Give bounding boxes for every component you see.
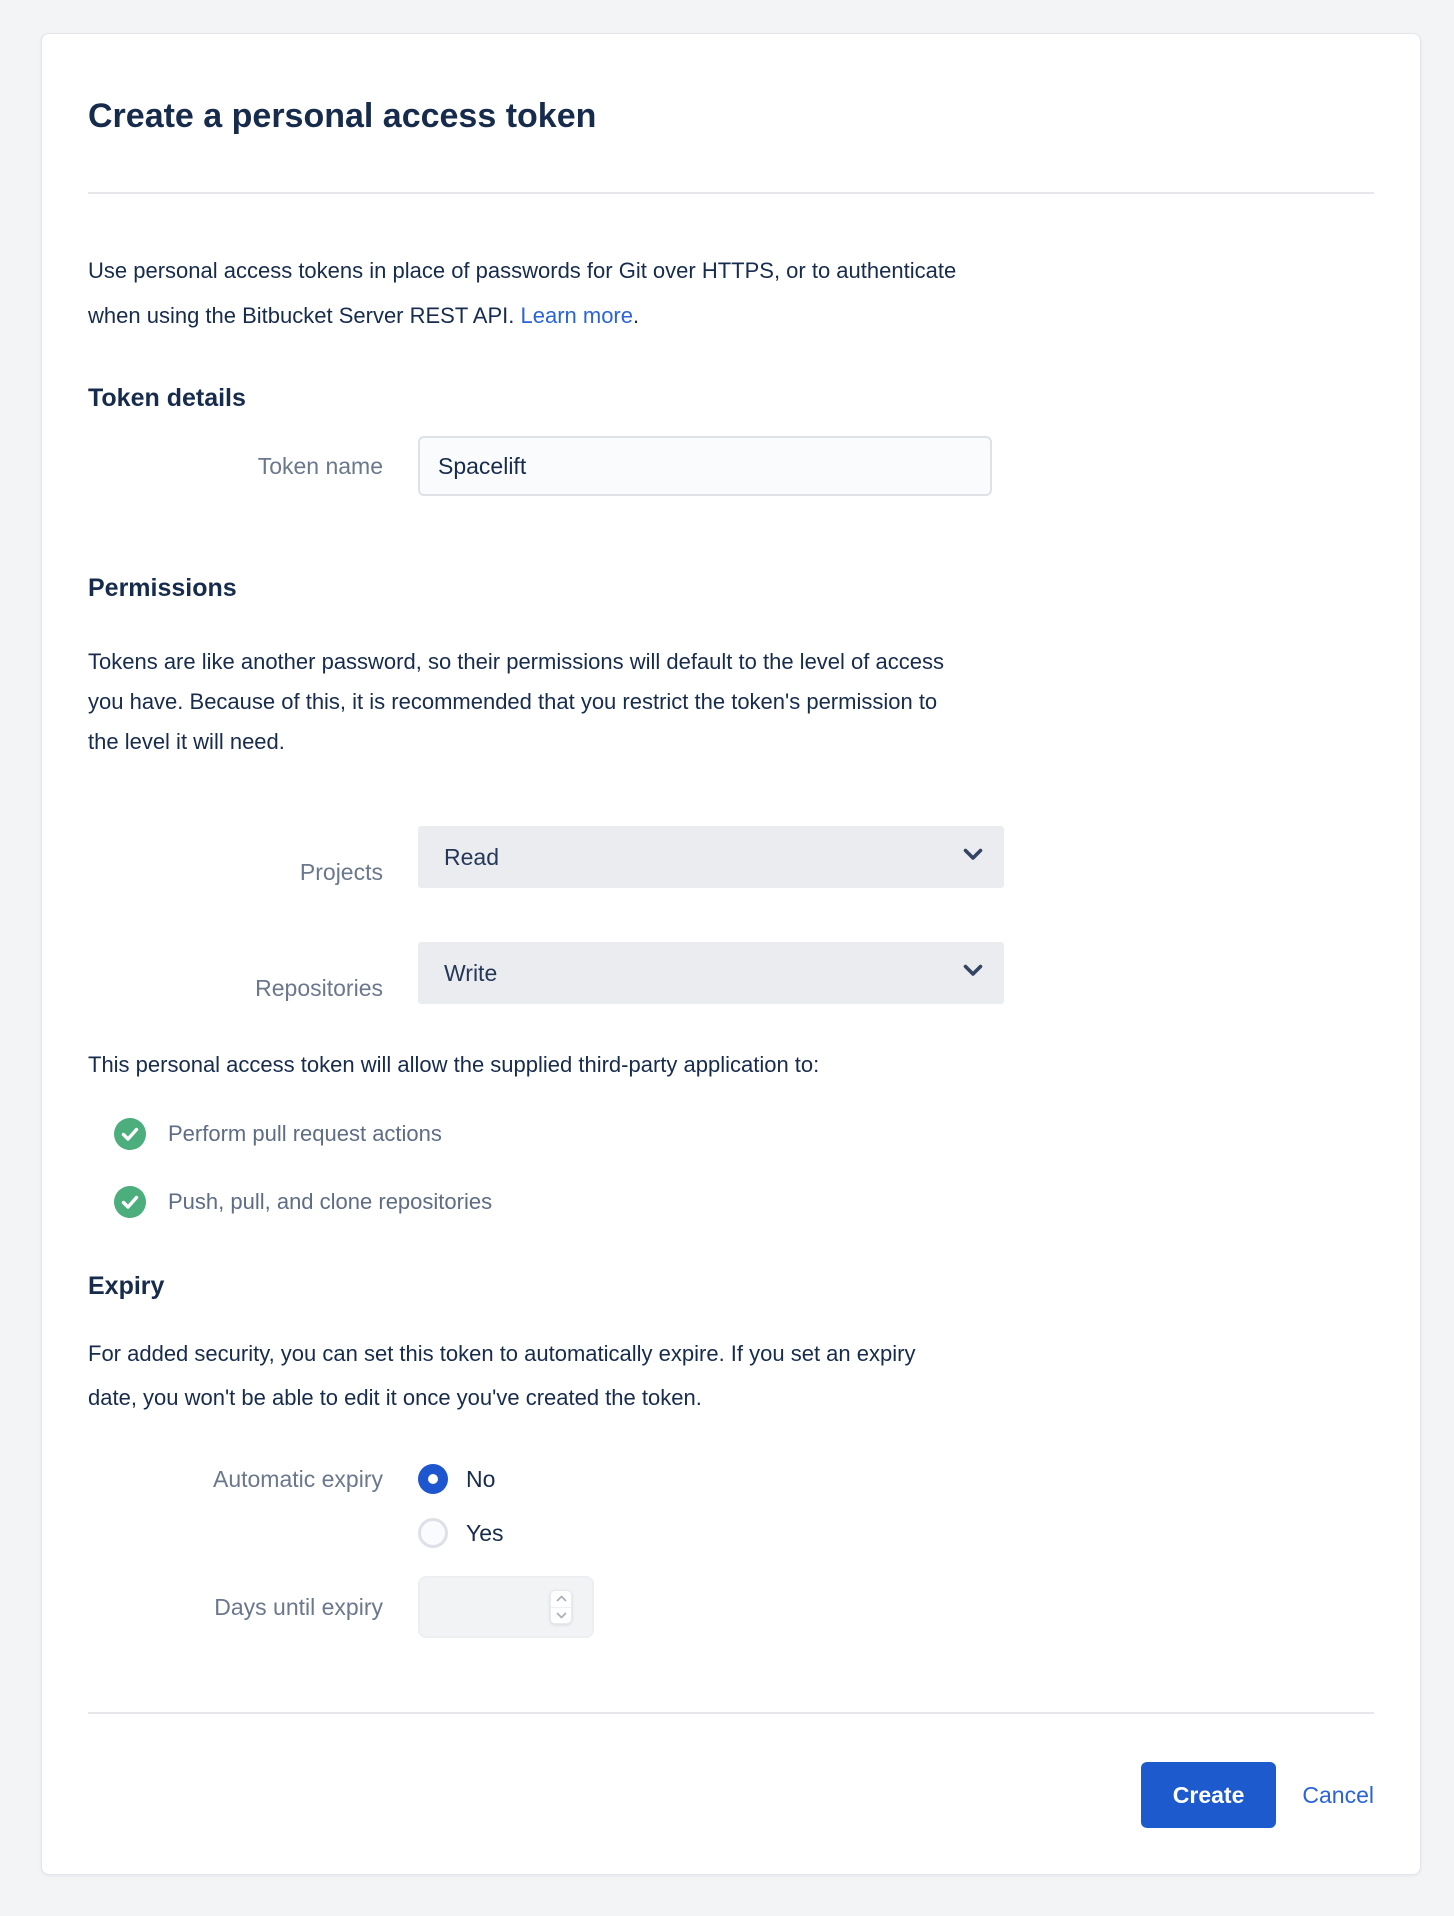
list-item: [88, 1118, 1374, 1150]
expiry-heading: Expiry: [88, 1272, 165, 1300]
projects-label: Projects: [299, 859, 383, 885]
repositories-permission-row: [88, 942, 1374, 1004]
expiry-description: [88, 1332, 1374, 1420]
intro-line-2-text: when using the Bitbucket Server REST API.: [88, 303, 521, 328]
list-item: [88, 1186, 1374, 1218]
token-name-row: [88, 436, 1374, 496]
cancel-link[interactable]: Cancel: [1302, 1781, 1374, 1808]
radio-dot: [428, 1474, 438, 1484]
automatic-expiry-radio-group: [418, 1464, 504, 1548]
days-until-expiry-row: [88, 1576, 1374, 1638]
intro-line-1: Use personal access tokens in place of passwords for Git over HTTPS, or to authenticate: [88, 258, 957, 283]
intro-line-2: [88, 293, 1374, 338]
expiry-no-option[interactable]: [418, 1464, 504, 1494]
create-token-card: [41, 33, 1421, 1875]
granted-permission-text: Push, pull, and clone repositories: [168, 1189, 493, 1214]
footer-actions: [88, 1762, 1374, 1828]
days-until-expiry-input[interactable]: [418, 1576, 594, 1638]
radio-unselected-icon[interactable]: [418, 1518, 448, 1548]
stepper-down-icon[interactable]: [551, 1608, 571, 1624]
expiry-description-line-2: date, you won't be able to edit it once you've created the token.: [88, 1385, 702, 1410]
intro-line-2-period: .: [633, 303, 640, 328]
permissions-description-line-1: Tokens are like another password, so their permissions will default to the level of access: [88, 649, 944, 674]
check-circle-icon: [114, 1186, 146, 1218]
radio-selected-icon[interactable]: [418, 1464, 448, 1494]
repositories-permission-select[interactable]: [418, 942, 1004, 1004]
permissions-description-line-2: you have. Because of this, it is recommended that you restrict the token's permission to: [88, 689, 938, 714]
token-details-heading: Token details: [88, 384, 246, 412]
permissions-description: [88, 642, 1374, 762]
permissions-description-line-3: the level it will need.: [88, 729, 285, 754]
expiry-yes-option[interactable]: [418, 1518, 504, 1548]
footer-divider: [88, 1712, 1374, 1714]
intro-paragraph: [88, 248, 1374, 338]
automatic-expiry-label: Automatic expiry: [212, 1466, 383, 1492]
expiry-yes-label: Yes: [466, 1519, 504, 1546]
expiry-description-line-1: For added security, you can set this token to automatically expire. If you set an expiry: [88, 1341, 916, 1366]
repositories-selected-value: Write: [444, 959, 498, 986]
number-stepper: [550, 1590, 572, 1624]
page-title: Create a personal access token: [88, 97, 597, 135]
days-until-expiry-label: Days until expiry: [214, 1594, 383, 1620]
chevron-down-icon: [962, 963, 984, 983]
granted-permissions-list: [88, 1118, 1374, 1218]
check-circle-icon: [114, 1118, 146, 1150]
stepper-up-icon[interactable]: [551, 1591, 571, 1608]
projects-permission-select[interactable]: [418, 826, 1004, 888]
token-name-input[interactable]: [418, 436, 992, 496]
learn-more-link[interactable]: Learn more: [520, 303, 633, 328]
repositories-label: Repositories: [255, 975, 383, 1001]
token-name-label: Token name: [257, 453, 383, 479]
create-button[interactable]: Create: [1141, 1762, 1277, 1828]
automatic-expiry-row: [88, 1464, 1374, 1548]
granted-permission-text: Perform pull request actions: [168, 1121, 442, 1146]
allow-text: This personal access token will allow the supplied third-party application to:: [88, 1052, 820, 1077]
chevron-down-icon: [962, 847, 984, 867]
projects-permission-row: [88, 826, 1374, 888]
expiry-no-label: No: [466, 1465, 496, 1492]
title-divider: [88, 192, 1374, 194]
projects-selected-value: Read: [444, 843, 499, 870]
permissions-heading: Permissions: [88, 574, 237, 602]
